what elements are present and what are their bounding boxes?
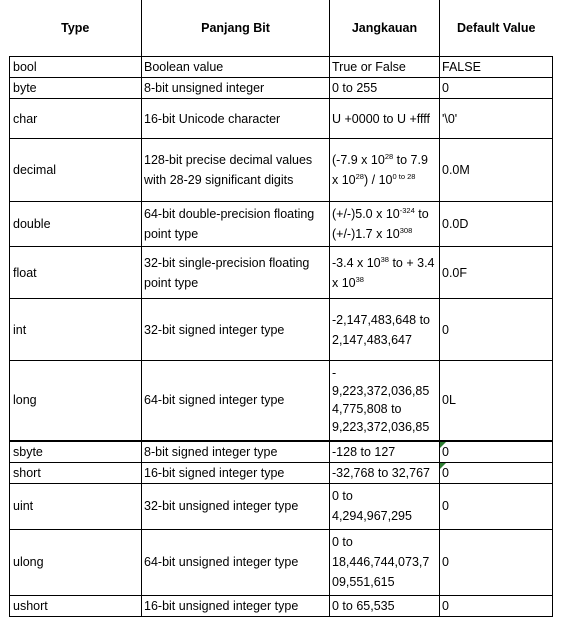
- range-cell: -3.4 x $10^{38}$ to + 3.4 x $10^{38}$: [330, 247, 440, 299]
- bits-cell: Boolean value: [142, 57, 330, 78]
- type-cell: char: [10, 99, 142, 139]
- type-cell: sbyte: [10, 441, 142, 463]
- bits-cell: 8-bit unsigned integer: [142, 78, 330, 99]
- default-cell: 0: [440, 529, 553, 595]
- default-cell: 0: [440, 483, 553, 529]
- header-row: [10, 0, 553, 57]
- header-bits: Panjang Bit: [142, 0, 330, 57]
- default-cell: 0.0D: [440, 202, 553, 247]
- bits-cell: 32-bit signed integer type: [142, 299, 330, 361]
- type-cell: bool: [10, 57, 142, 78]
- table-row: [10, 202, 553, 247]
- table-row: [10, 441, 553, 463]
- range-cell: -32,768 to 32,767: [330, 462, 440, 483]
- bits-cell: 32-bit unsigned integer type: [142, 483, 330, 529]
- bits-cell: 128-bit precise decimal values with 28-29 significant digits: [142, 139, 330, 202]
- range-cell: 0 to 18,446,744,073,7 09,551,615: [330, 529, 440, 595]
- table-row: [10, 139, 553, 202]
- default-cell: 0: [440, 595, 553, 616]
- data-types-table: [9, 0, 553, 617]
- default-cell: 0: [440, 441, 553, 463]
- bits-cell: 8-bit signed integer type: [142, 441, 330, 463]
- bits-cell: 64-bit double-precision floating point type: [142, 202, 330, 247]
- table-row: [10, 78, 553, 99]
- range-cell: U +0000 to U +ffff: [330, 99, 440, 139]
- type-cell: short: [10, 462, 142, 483]
- type-cell: byte: [10, 78, 142, 99]
- range-cell: -128 to 127: [330, 441, 440, 463]
- default-cell: 0.0F: [440, 247, 553, 299]
- default-cell: 0: [440, 299, 553, 361]
- type-cell: int: [10, 299, 142, 361]
- bits-cell: 32-bit single-precision floating point type: [142, 247, 330, 299]
- type-cell: ushort: [10, 595, 142, 616]
- default-cell: 0L: [440, 361, 553, 441]
- header-range: Jangkauan: [330, 0, 440, 57]
- bits-cell: 16-bit Unicode character: [142, 99, 330, 139]
- table-row: [10, 483, 553, 529]
- bits-cell: 64-bit signed integer type: [142, 361, 330, 441]
- range-cell: 0 to 65,535: [330, 595, 440, 616]
- default-cell: 0: [440, 462, 553, 483]
- type-cell: uint: [10, 483, 142, 529]
- range-cell: (-7.9 x $10^{28}$ to 7.9 x $10^{28}) / 10^{0 to 28}$: [330, 139, 440, 202]
- table-row: [10, 57, 553, 78]
- default-cell: '\0': [440, 99, 553, 139]
- type-cell: ulong: [10, 529, 142, 595]
- bits-cell: 16-bit unsigned integer type: [142, 595, 330, 616]
- type-cell: decimal: [10, 139, 142, 202]
- type-cell: float: [10, 247, 142, 299]
- default-cell: 0.0M: [440, 139, 553, 202]
- table-row: [10, 247, 553, 299]
- range-cell: True or False: [330, 57, 440, 78]
- range-cell: - 9,223,372,036,85 4,775,808 to 9,223,372,036,85: [330, 361, 440, 441]
- range-cell: (+/-)5.0 x $10^{-324}$ to (+/-)1.7 x $10^{308}$: [330, 202, 440, 247]
- type-cell: double: [10, 202, 142, 247]
- table-row: [10, 99, 553, 139]
- bits-cell: 16-bit signed integer type: [142, 462, 330, 483]
- header-type: Type: [10, 0, 142, 57]
- bits-cell: 64-bit unsigned integer type: [142, 529, 330, 595]
- default-cell: FALSE: [440, 57, 553, 78]
- table-row: [10, 529, 553, 595]
- table-row: [10, 462, 553, 483]
- range-cell: -2,147,483,648 to 2,147,483,647: [330, 299, 440, 361]
- default-cell: 0: [440, 78, 553, 99]
- table-row: [10, 361, 553, 441]
- range-cell: 0 to 4,294,967,295: [330, 483, 440, 529]
- table-row: [10, 299, 553, 361]
- range-cell: 0 to 255: [330, 78, 440, 99]
- header-default: Default Value: [440, 0, 553, 57]
- table-row: [10, 595, 553, 616]
- type-cell: long: [10, 361, 142, 441]
